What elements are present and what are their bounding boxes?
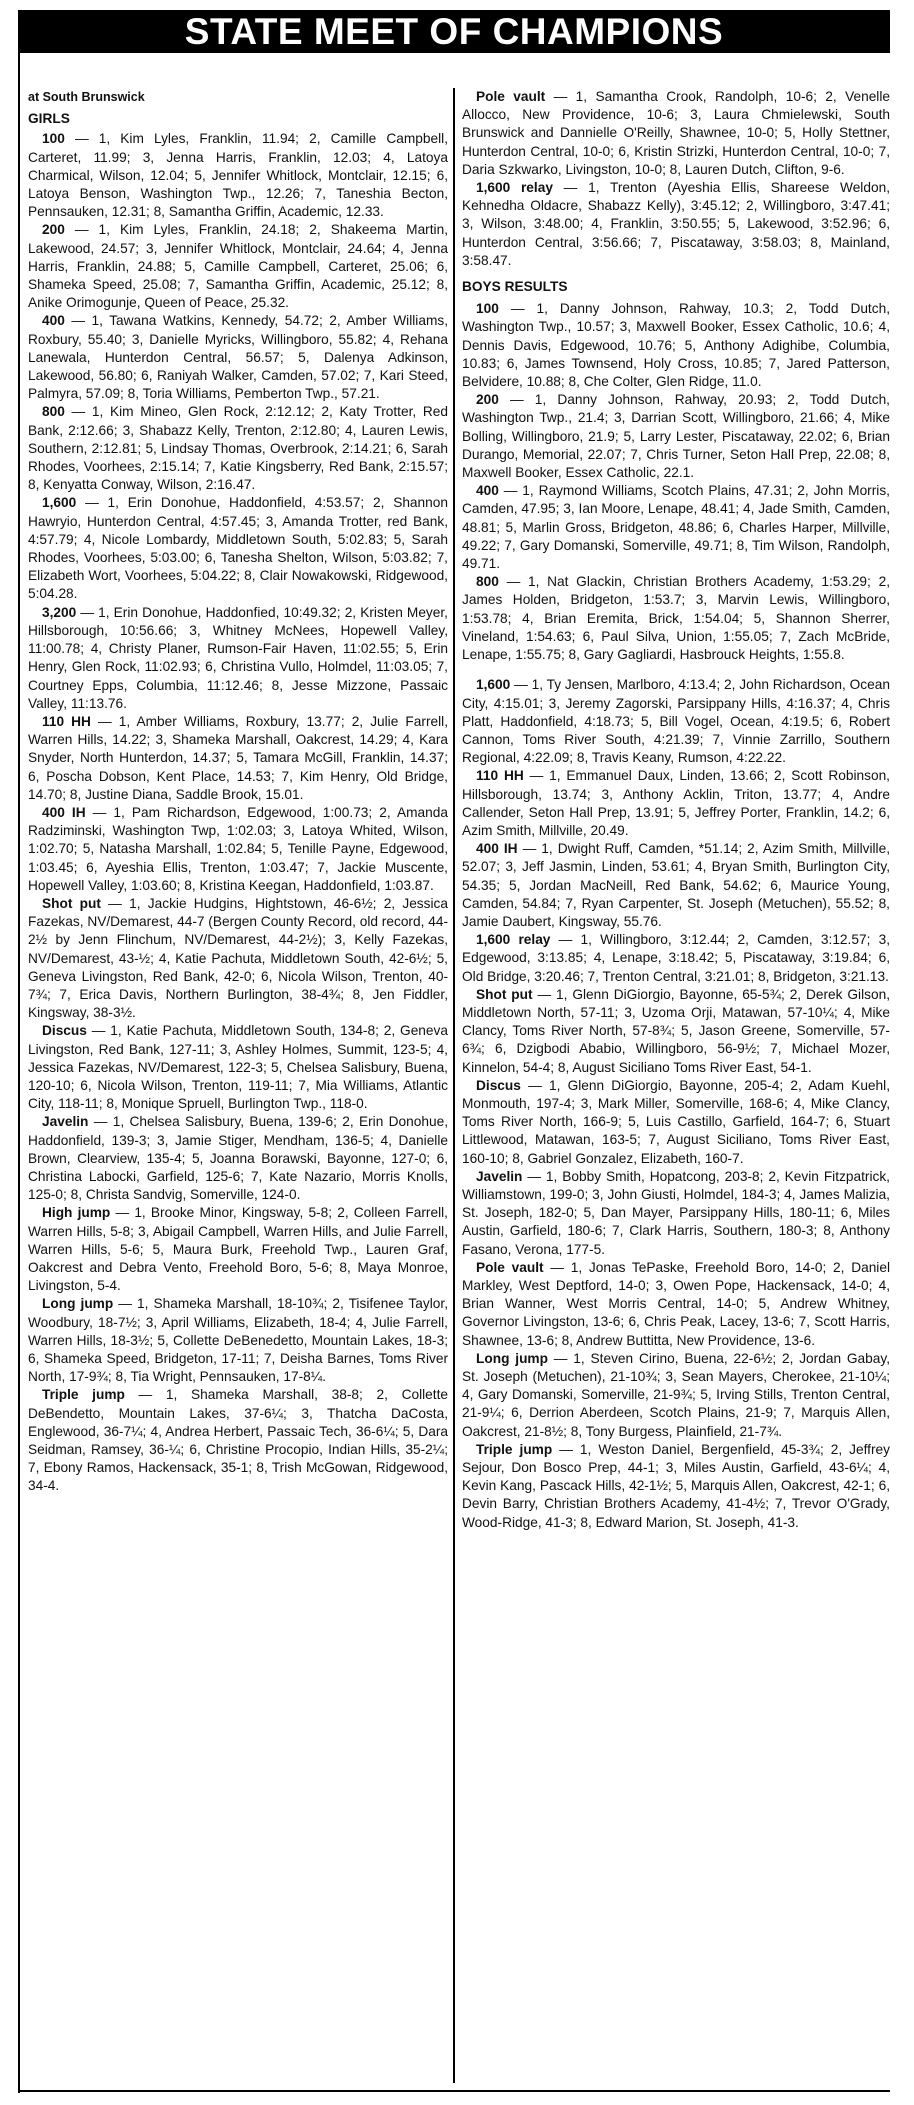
event-results: — 1, Glenn DiGiorgio, Bayonne, 65-5¾; 2, Derek Gilson, Middletown North, 57-11; 3, Uzoma Orji, Matawan, 57-10¼; 4, Mike Clancy, Toms River North, 57-8¾; 5, Jason Greene, Somerville, 57-6¾; 6, Dzigbodi Ababio, Willingboro, 56-9½; 7, Michael Mozer, Kinnelon, 54-4; 8, August Siciliano Toms River East, 54-1. (462, 986, 890, 1075)
boys-event (462, 767, 890, 840)
boys-event (462, 482, 890, 573)
girls-event (28, 804, 448, 895)
event-results: — 1, Jackie Hudgins, Hightstown, 46-6½; 2, Jessica Fazekas, NV/Demarest, 44-7 (Bergen County Record, old record, 44-2½ by Jenn Flinchum, NV/Demarest, 44-2½); 3, Kelly Fazekas, NV/Demarest, 43-½; 4, Katie Pachuta, Middletown South, 42-6½; 5, Geneva Livingston, Red Bank, 42-0; 6, Nicola Wilson, Trenton, 40-7¾; 7, Erica Davis, Northern Burlington, 38-4¾; 8, Jen Fiddler, Kingsway, 38-3½. (28, 895, 448, 1021)
event-results: — 1, Raymond Williams, Scotch Plains, 47.31; 2, John Morris, Camden, 47.95; 3, Ian Moore, Lenape, 48.41; 4, Jade Smith, Camden, 48.81; 5, Marlin Gross, Bridgeton, 48.86; 6, Charles Harper, Millville, 49.22; 7, Gary Domanski, Somerville, 49.71; 8, Tim Wilson, Randolph, 49.71. (462, 483, 890, 572)
event-results: — 1, Trenton (Ayeshia Ellis, Shareese Weldon, Kehnedha Oldacre, Shabazz Kelly), 3:45.12; 2, Willingboro, 3:47.41; 3, Wilson, 3:48.00; 4, Franklin, 3:50.55; 5, Lakewood, 3:52.96; 6, Hunterdon Central, 3:56.66; 7, Piscataway, 3:58.03; 8, Mainland, 3:58.47. (462, 180, 890, 268)
event-label: 800 (476, 574, 499, 590)
event-label: 3,200 (42, 604, 77, 620)
event-results: — 1, Samantha Crook, Randolph, 10-6; 2, Venelle Allocco, New Providence, 10-6; 3, Laura Chmielewski, South Brunswick and Dannielle O'Reilly, Shawnee, 10-0; 5, Holly Stettner, Hunterdon Central, 10-0; 6, Kristin Strizki, Hunterdon Central, 10-0; 7, Daria Szkwarko, Livingston, 10-0; 8, Lauren Dutch, Clifton, 9-6. (462, 89, 891, 177)
event-results: — 1, Shameka Marshall, 38-8; 2, Collette DeBendetto, Mountain Lakes, 37-6¼; 3, Thatcha DaCosta, Englewood, 36-7¼; 4, Andrea Herbert, Passaic Tech, 36-6¼; 5, Dara Seidman, Ramsey, 36-¼; 6, Christine Procopio, Indian Hills, 35-2¼; 7, Ebony Ramos, Hackensack, 35-1; 8, Trish McGowan, Ridgewood, 34-4. (28, 1387, 448, 1494)
girls-event (28, 895, 448, 1022)
boys-event (462, 573, 890, 664)
event-label: Shot put (476, 986, 533, 1002)
frame-rule (18, 53, 20, 2093)
boys-event (462, 300, 890, 391)
event-results: — 1, Tawana Watkins, Kennedy, 54.72; 2, Amber Williams, Roxbury, 55.40; 3, Danielle Myricks, Willingboro, 55.82; 4, Rehana Lanewala, Hunterdon Central, 56.57; 5, Dalenya Adkinson, Lakewood, 56.80; 6, Raniyah Walker, Camden, 57.02; 7, Kari Steed, Palmyra, 57.09; 8, Toria Williams, Pemberton Twp., 57.21. (28, 313, 448, 402)
event-results: — 1, Erin Donohue, Haddonfield, 4:53.57; 2, Shannon Hawryio, Hunterdon Central, 4:57.45; 3, Amanda Trotter, red Bank, 4:57.79; 4, Nicole Lombardy, Middletown South, 5:02.83; 5, Sarah Rhodes, Voorhees, 5:03.00; 6, Tanesha Shelton, Wilson, 5:03.82; 7, Elizabeth Wort, Voorhees, 5:04.22; 8, Clair Nowakowski, Ridgewood, 5:04.28. (28, 495, 448, 602)
girls-event (462, 88, 890, 179)
event-results: — 1, Katie Pachuta, Middletown South, 134-8; 2, Geneva Livingston, Red Bank, 127-11; 3, Ashley Holmes, Summit, 123-5; 4, Jessica Fazekas, NV/Demarest, 122-3; 5, Chelsea Salisbury, Buena, 120-10; 6, Nicola Wilson, Trenton, 119-11; 7, Mia Williams, Atlantic City, 118-11; 8, Monique Spruell, Burlington Twp., 118-0. (28, 1023, 448, 1112)
girls-event (28, 1022, 448, 1113)
event-label: 110 HH (42, 713, 91, 729)
girls-event (28, 1204, 448, 1295)
event-label: 1,600 relay (476, 932, 551, 948)
event-label: 110 HH (476, 768, 524, 784)
event-label: 400 (42, 313, 65, 329)
boys-event (462, 1168, 890, 1259)
event-label: 1,600 (42, 495, 77, 511)
event-label: Triple jump (476, 1441, 553, 1457)
event-results: — 1, Glenn DiGiorgio, Bayonne, 205-4; 2, Adam Kuehl, Monmouth, 197-4; 3, Mark Miller, Somerville, 168-6; 4, Mike Clancy, Toms River North, 166-9; 5, Luis Castillo, Garfield, 164-7; 6, Stuart Littlewood, Matawan, 163-5; 7, August Siciliano, Toms River East, 160-10; 8, Gabriel Gonzalez, Elizabeth, 160-7. (462, 1077, 890, 1166)
event-results: — 1, Bobby Smith, Hopatcong, 203-8; 2, Kevin Fitzpatrick, Williamstown, 199-0; 3, John Giusti, Holmdel, 184-3; 4, James Malizia, St. Joseph, 182-0; 5, Dan Mayer, Parsippany Hills, 180-11; 6, Miles Austin, Garfield, 180-6; 7, Clark Harris, Southern, 180-3; 8, Anthony Fasano, Verona, 177-5. (462, 1168, 890, 1257)
boys-event (462, 931, 890, 986)
event-label: Javelin (476, 1168, 523, 1184)
boys-event (462, 1441, 890, 1532)
event-label: 1,600 relay (476, 180, 553, 196)
event-results: — 1, Emmanuel Daux, Linden, 13.66; 2, Scott Robinson, Hillsborough, 13.74; 3, Anthony Acklin, Triton, 13.77; 4, Andre Callender, Seton Hall Prep, 13.91; 5, Jeffrey Porter, Franklin, 14.2; 6, Azim Smith, Millville, 20.49. (462, 768, 890, 838)
event-results: — 1, Willingboro, 3:12.44; 2, Camden, 3:12.57; 3, Edgewood, 3:13.85; 4, Lenape, 3:18.42; 5, Piscataway, 3:19.84; 6, Old Bridge, 3:20.46; 7, Trenton Central, 3:21.01; 8, Bridgeton, 3:21.13. (462, 932, 890, 984)
boys-event (462, 676, 890, 767)
event-label: Pole vault (476, 1259, 544, 1275)
event-label: Pole vault (476, 89, 546, 104)
page-title: STATE MEET OF CHAMPIONS (18, 10, 890, 53)
event-label: 400 IH (42, 804, 86, 820)
event-label: Shot put (42, 895, 101, 911)
girls-event (28, 312, 448, 403)
event-label: 100 (42, 131, 65, 147)
event-label: Discus (476, 1077, 521, 1093)
girls-event (28, 130, 448, 221)
girls-event (28, 1295, 448, 1386)
girls-event (28, 403, 448, 494)
event-results: — 1, Weston Daniel, Bergenfield, 45-3¾; 2, Jeffrey Sejour, Don Bosco Prep, 44-1; 3, Miles Austin, Garfield, 43-6¼; 4, Kevin Kang, Pascack Hills, 42-1½; 5, Marquis Allen, Oakcrest, 42-1; 6, Devin Barry, Christian Brothers Academy, 41-4½; 7, Trevor O'Grady, Wood-Ridge, 41-3; 8, Edward Marion, St. Joseph, 41-3. (462, 1441, 890, 1530)
boys-events (462, 300, 890, 1532)
boys-event (462, 391, 890, 482)
event-label: Triple jump (42, 1387, 125, 1403)
boys-event (462, 1077, 890, 1168)
event-label: Discus (42, 1023, 87, 1039)
girls-event (462, 179, 890, 270)
event-label: 200 (476, 392, 499, 408)
event-results: — 1, Danny Johnson, Rahway, 10.3; 2, Todd Dutch, Washington Twp., 10.57; 3, Maxwell Booker, Essex Catholic, 10.6; 4, Dennis Davis, Edgewood, 10.76; 5, Anthony Adighibe, Columbia, 10.83; 6, James Townsend, Holy Cross, 10.85; 7, Jared Patterson, Belvidere, 10.88; 8, Che Colter, Glen Ridge, 11.0. (462, 301, 890, 390)
event-results: — 1, Kim Lyles, Franklin, 24.18; 2, Shakeema Martin, Lakewood, 24.57; 3, Jennifer Whitlock, Montclair, 24.64; 4, Jenna Harris, Franklin, 24.88; 5, Camille Campbell, Carteret, 25.06; 6, Shameka Speed, 25.08; 7, Samantha Griffin, Academic, 25.12; 8, Anike Orimogunje, Queen of Peace, 25.32. (28, 222, 448, 311)
event-results: — 1, Dwight Ruff, Camden, *51.14; 2, Azim Smith, Millville, 52.07; 3, Jeff Jasmin, Linden, 53.61; 4, Bryan Smith, Burlington City, 54.35; 5, Jordan MacNeill, Red Bank, 54.62; 6, Maurice Young, Camden, 54.84; 7, Ryan Carpenter, St. Joseph (Metuchen), 55.52; 8, Jamie Daubert, Kingsway, 55.76. (462, 841, 890, 929)
event-results: — 1, Danny Johnson, Rahway, 20.93; 2, Todd Dutch, Washington Twp., 21.4; 3, Darrian Scott, Willingboro, 21.66; 4, Mike Bolling, Willingboro, 21.9; 5, Larry Lester, Piscataway, 22.02; 6, Brian Durango, Memorial, 22.07; 7, Chris Turner, Seton Hall Prep, 22.08; 8, Maxwell Booker, Essex Catholic, 22.1. (462, 392, 890, 481)
boys-event (462, 1350, 890, 1441)
girls-event (28, 221, 448, 312)
event-results: — 1, Ty Jensen, Marlboro, 4:13.4; 2, John Richardson, Ocean City, 4:15.01; 3, Jeremy Zagorski, Parsippany Hills, 4:16.37; 4, Chris Platt, Haddonfield, 4:18.73; 5, Bill Vogel, Ocean, 4:19.5; 6, Robert Cannon, Toms River South, 4:21.39; 7, Vinnie Zarrillo, Southern Regional, 4:22.09; 8, Travis Keany, Rumson, 4:22.22. (462, 677, 890, 766)
event-label: High jump (42, 1205, 111, 1221)
girls-event (28, 1113, 448, 1204)
boys-event (462, 986, 890, 1077)
event-label: 1,600 (476, 677, 511, 693)
event-label: Javelin (42, 1114, 89, 1130)
event-results: — 1, Kim Mineo, Glen Rock, 2:12.12; 2, Katy Trotter, Red Bank, 2:12.66; 3, Shabazz Kelly, Trenton, 2:12.80; 4, Lauren Lewis, Southern, 2:12.81; 5, Lindsay Thomas, Overbrook, 2:14.21; 6, Sarah Rhodes, Voorhees, 2:15.14; 7, Katie Kingsberry, Red Bank, 2:15.57; 8, Kenyatta Conway, Wilson, 2:16.47. (28, 404, 448, 493)
event-results: — 1, Nat Glackin, Christian Brothers Academy, 1:53.29; 2, James Holden, Bridgeton, 1:53.7; 3, Marvin Lewis, Willingboro, 1:53.78; 4, Brian Eremita, Brick, 1:54.04; 5, Shannon Sherrer, Vineland, 1:54.63; 6, Paul Silva, Union, 1:55.05; 7, Zach McBride, Lenape, 1:55.75; 8, Gary Gagliardi, Hasbrouck Heights, 1:55.8. (462, 574, 890, 663)
column-divider (453, 88, 455, 2083)
bottom-rule (18, 2090, 890, 2092)
girls-events-continued (462, 88, 890, 270)
event-results: — 1, Steven Cirino, Buena, 22-6½; 2, Jordan Gabay, St. Joseph (Metuchen), 21-10¾; 3, Sean Mayers, Cherokee, 21-10¼; 4, Gary Domanski, Somerville, 21-9¾; 5, Irving Stills, Trenton Central, 21-9¼; 6, Derrion Aberdeen, Scotch Plains, 21-9; 7, Marquis Allen, Oakcrest, 21-8½; 8, Tony Burgess, Plainfield, 21-7¾. (462, 1350, 890, 1439)
event-results: — 1, Brooke Minor, Kingsway, 5-8; 2, Colleen Farrell, Warren Hills, 5-8; 3, Abigail Campbell, Warren Hills, and Julie Farrell, Warren Hills, 5-6; 5, Maura Burk, Freehold Twp., Lauren Graf, Oakcrest and Debra Vento, Freehold Boro, 5-6; 8, Maya Monroe, Livingston, 5-4. (28, 1205, 448, 1294)
event-label: Long jump (476, 1350, 548, 1366)
girls-event (28, 604, 448, 713)
event-label: Long jump (42, 1296, 114, 1312)
event-results: — 1, Pam Richardson, Edgewood, 1:00.73; 2, Amanda Radziminski, Washington Twp, 1:02.03; 3, Latoya Whited, Wilson, 1:02.70; 5, Natasha Marshall, 1:02.84; 5, Tenille Payne, Edgewood, 1:03.45; 6, Ayeshia Ellis, Trenton, 1:03.47; 7, Jackie Muscente, Hopewell Valley, 1:03.60; 8, Kristina Keegan, Haddonfield, 1:03.87. (28, 804, 448, 893)
event-label: 400 IH (476, 841, 518, 857)
girls-heading: GIRLS (28, 111, 70, 127)
boys-event (462, 840, 890, 931)
event-results: — 1, Shameka Marshall, 18-10¾; 2, Tisifenee Taylor, Woodbury, 18-7½; 3, April Williams, Elizabeth, 18-4; 4, Julie Farrell, Warren Hills, 18-3½; 5, Collette DeBenedetto, Mountain Lakes, 18-3; 6, Shameka Speed, Bridgeton, 17-11; 7, Deisha Barnes, Toms River North, 17-9¾; 8, Tia Wright, Pennsauken, 17-8¼. (28, 1296, 448, 1385)
event-results: — 1, Kim Lyles, Franklin, 11.94; 2, Camille Campbell, Carteret, 11.99; 3, Jenna Harris, Franklin, 12.03; 4, Latoya Charmical, Wilson, 12.04; 5, Jennifer Whitlock, Montclair, 12.15; 6, Latoya Benson, Washington Twp., 12.26; 7, Taneshia Becton, Pennsauken, 12.31; 8, Samantha Griffin, Academic, 12.33. (28, 131, 448, 220)
boys-event (462, 1259, 890, 1350)
event-label: 400 (476, 483, 499, 499)
girls-events (28, 130, 448, 1495)
event-results: — 1, Chelsea Salisbury, Buena, 139-6; 2, Erin Donohue, Haddonfield, 139-3; 3, Jamie Stiger, Mendham, 136-5; 4, Danielle Brown, Clearview, 135-4; 5, Joanna Borawski, Bayonne, 127-0; 6, Christina Labocki, Garfield, 125-6; 7, Kate Nazario, Morris Knolls, 125-0; 8, Christa Sandvig, Somerville, 124-0. (28, 1114, 448, 1203)
girls-event (28, 713, 448, 804)
girls-column (28, 88, 448, 1496)
event-label: 800 (42, 404, 65, 420)
boys-column (462, 88, 890, 1532)
event-results: — 1, Erin Donohue, Haddonfied, 10:49.32; 2, Kristen Meyer, Hillsborough, 10:56.66; 3, Whitney McNees, Hopewell Valley, 11:00.78; 4, Christy Planer, Rumson-Fair Haven, 11:02.55; 5, Erin Henry, Glen Rock, 11:02.93; 6, Christina Vullo, Holmdel, 11:03.05; 7, Courtney Epps, Columbia, 11:12.46; 8, Jesse Mizzone, Passaic Valley, 11:13.76. (28, 604, 448, 711)
event-label: 200 (42, 222, 65, 238)
girls-event (28, 494, 448, 603)
girls-event (28, 1386, 448, 1495)
event-results: — 1, Amber Williams, Roxbury, 13.77; 2, Julie Farrell, Warren Hills, 14.22; 3, Shameka Marshall, Oakcrest, 14.29; 4, Kara Snyder, North Hunterdon, 14.37; 5, Tamara McGill, Franklin, 14.37; 6, Poscha Dobson, Kent Place, 14.53; 7, Kim Henry, Old Bridge, 14.70; 8, Justine Diana, Saddle Brook, 15.01. (28, 713, 449, 802)
event-results: — 1, Jonas TePaske, Freehold Boro, 14-0; 2, Daniel Markley, West Deptford, 14-0; 3, Owen Pope, Hackensack, 14-0; 4, Brian Wanner, West Morris Central, 14-0; 5, Andrew Whitney, Governor Livingston, 13-6; 6, Chris Peak, Lacey, 13-6; 7, Scott Harris, Shawnee, 13-6; 8, Andrew Buttitta, New Providence, 13-6. (462, 1259, 891, 1348)
meet-location: at South Brunswick (28, 90, 145, 104)
boys-heading: BOYS RESULTS (462, 279, 568, 295)
event-label: 100 (476, 301, 499, 317)
